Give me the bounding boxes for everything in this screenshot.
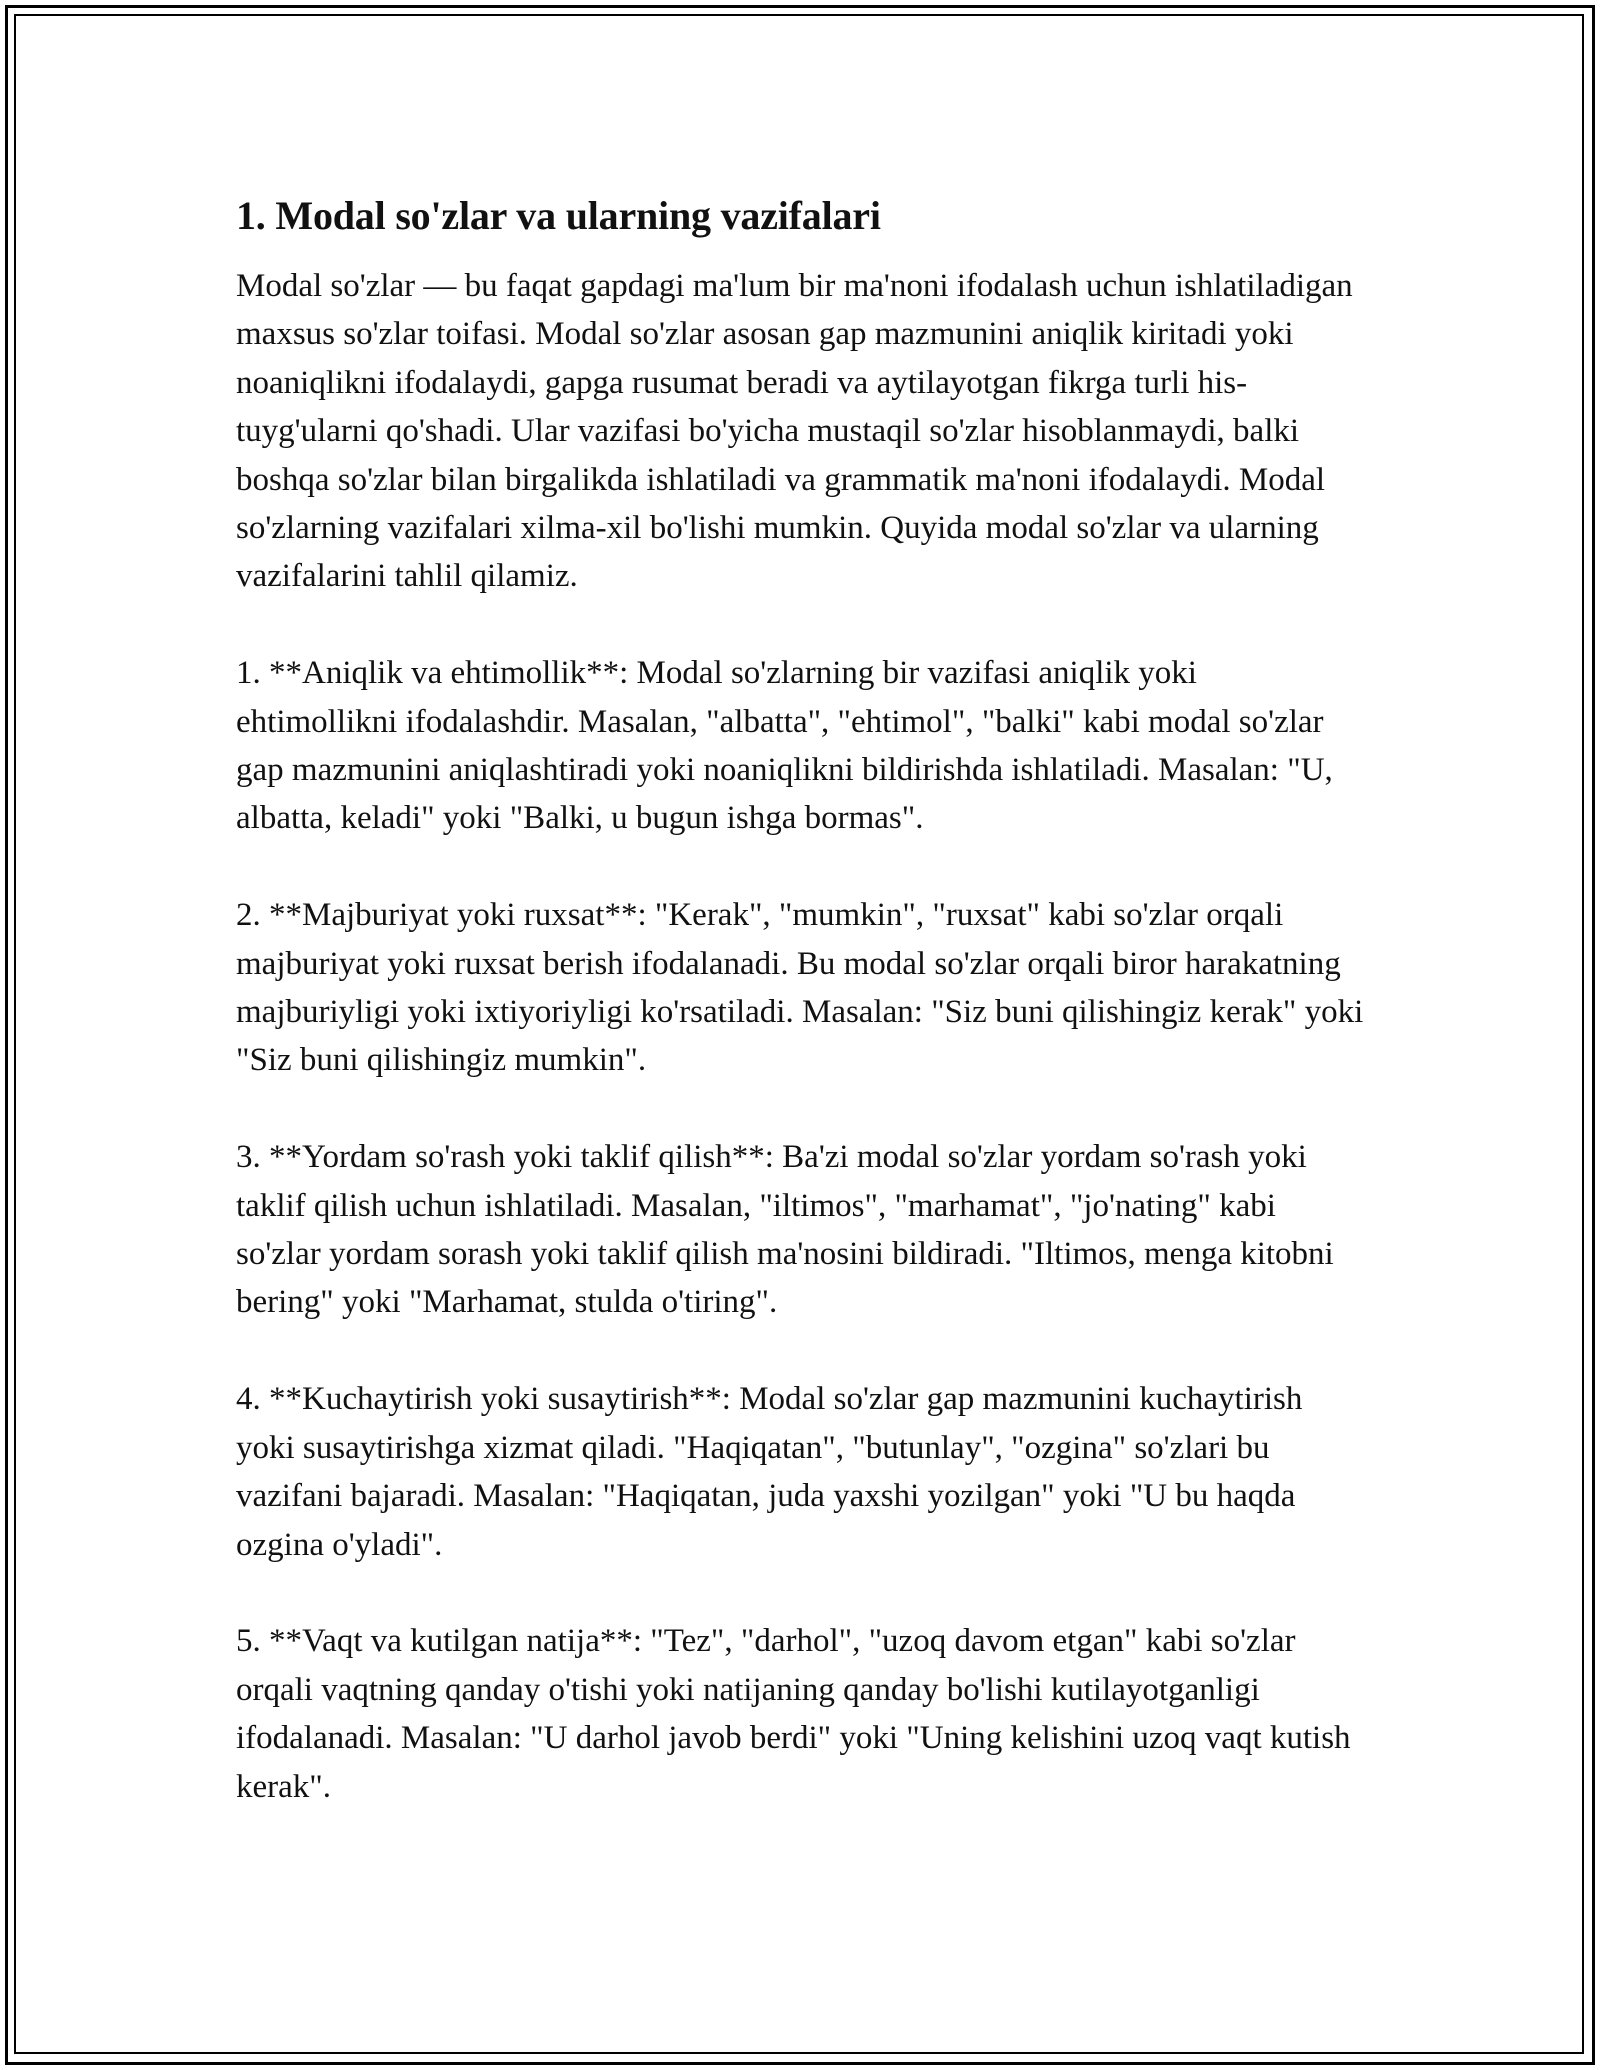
intro-paragraph: Modal so'zlar — bu faqat gapdagi ma'lum bir ma'noni ifodalash uchun ishlatiladigan maxsus so'zlar toifasi. Modal so'zlar asosan gap mazmunini aniqlik kiritadi yoki noaniqlikni ifodalaydi, gapga rusumat beradi va aytilayotgan fikrga turli his-tuyg'ularni qo'shadi. Ular vazifasi bo'yicha mustaqil so'zlar hisoblanmaydi, balki boshqa so'zlar bilan birgalikda ishlatiladi va grammatik ma'noni ifodalaydi. Modal so'zlarning vazifalari xilma-xil bo'lishi mumkin. Quyida modal so'zlar va ularning vazifalarini tahlil qilamiz.: [236, 268, 1361, 595]
list-item-5: 5. **Vaqt va kutilgan natija**: "Tez", "darhol", "uzoq davom etgan" kabi so'zlar orqali vaqtning qanday o'tishi yoki natijaning qanday bo'lishi kutilayotganligi ifodalanadi. Masalan: "U darhol javob berdi" yoki "Uning kelishini uzoq vaqt kutish kerak".: [236, 1623, 1359, 1805]
list-item-1: 1. **Aniqlik va ehtimollik**: Modal so'zlarning bir vazifasi aniqlik yoki ehtimollikni ifodalashdir. Masalan, "albatta", "ehtimol", "balki" kabi modal so'zlar gap mazmunini aniqlashtiradi yoki noaniqlikni bildirishda ishlatiladi. Masalan: "U, albatta, keladi" yoki "Balki, u bugun ishga bormas".: [236, 655, 1342, 837]
list-item-4: 4. **Kuchaytirish yoki susaytirish**: Modal so'zlar gap mazmunini kuchaytirish yoki susaytirishga xizmat qiladi. "Haqiqatan", "butunlay", "ozgina" so'zlari bu vazifani bajaradi. Masalan: "Haqiqatan, juda yaxshi yozilgan" yoki "U bu haqda ozgina o'yladi".: [236, 1381, 1311, 1563]
document-body: [236, 188, 1372, 1811]
list-item-3: 3. **Yordam so'rash yoki taklif qilish**: Ba'zi modal so'zlar yordam so'rash yoki taklif qilish uchun ishlatiladi. Masalan, "iltimos", "marhamat", "jo'nating" kabi so'zlar yordam sorash yoki taklif qilish ma'nosini bildiradi. "Iltimos, menga kitobni bering" yoki "Marhamat, stulda o'tiring".: [236, 1139, 1342, 1321]
document-title: 1. Modal so'zlar va ularning vazifalari: [236, 193, 881, 238]
list-item-2: 2. **Majburiyat yoki ruxsat**: "Kerak", "mumkin", "ruxsat" kabi so'zlar orqali majburiyat yoki ruxsat berish ifodalanadi. Bu modal so'zlar orqali biror harakatning majburiyligi yoki ixtiyoriyligi ko'rsatiladi. Masalan: "Siz buni qilishingiz kerak" yoki "Siz buni qilishingiz mumkin".: [236, 897, 1372, 1079]
